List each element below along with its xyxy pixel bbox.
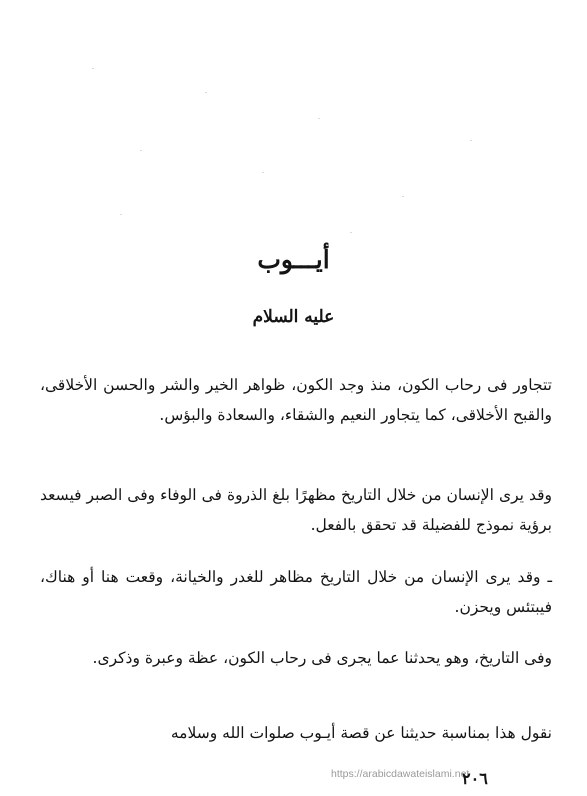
paragraph: تتجاور فى رحاب الكون، منذ وجد الكون، ظواهر الخير والشر والحسن الأخلاقى، والقبح الأخلاقى، كما يتجاور النعيم والشقاء، والسعادة والبؤس. [40,376,552,424]
paragraph: وقد يرى الإنسان من خلال التاريخ مظهرًا بلغ الذروة فى الوفاء وفى الصبر فيسعد برؤية نموذج للفضيلة قد تحقق بالفعل. [40,486,552,534]
chapter-subtitle: عليه السلام [252,307,335,327]
paragraph: ـ وقد يرى الإنسان من خلال التاريخ مظاهر للغدر والخيانة، وقعت هنا أو هناك، فيبتئس ويحزن. [40,568,552,616]
watermark-url: https://arabicdawateislami.net [331,768,470,780]
paragraph: نقول هذا بمناسبة حديثنا عن قصة أيـوب صلوات الله وسلامه [170,724,552,742]
paragraph: وفى التاريخ، وهو يحدثنا عما يجرى فى رحاب الكون، عظة وعبرة وذكرى. [92,649,552,667]
chapter-title: أيـــوب [257,245,330,274]
page-number: ٢٠٦ [462,769,488,788]
